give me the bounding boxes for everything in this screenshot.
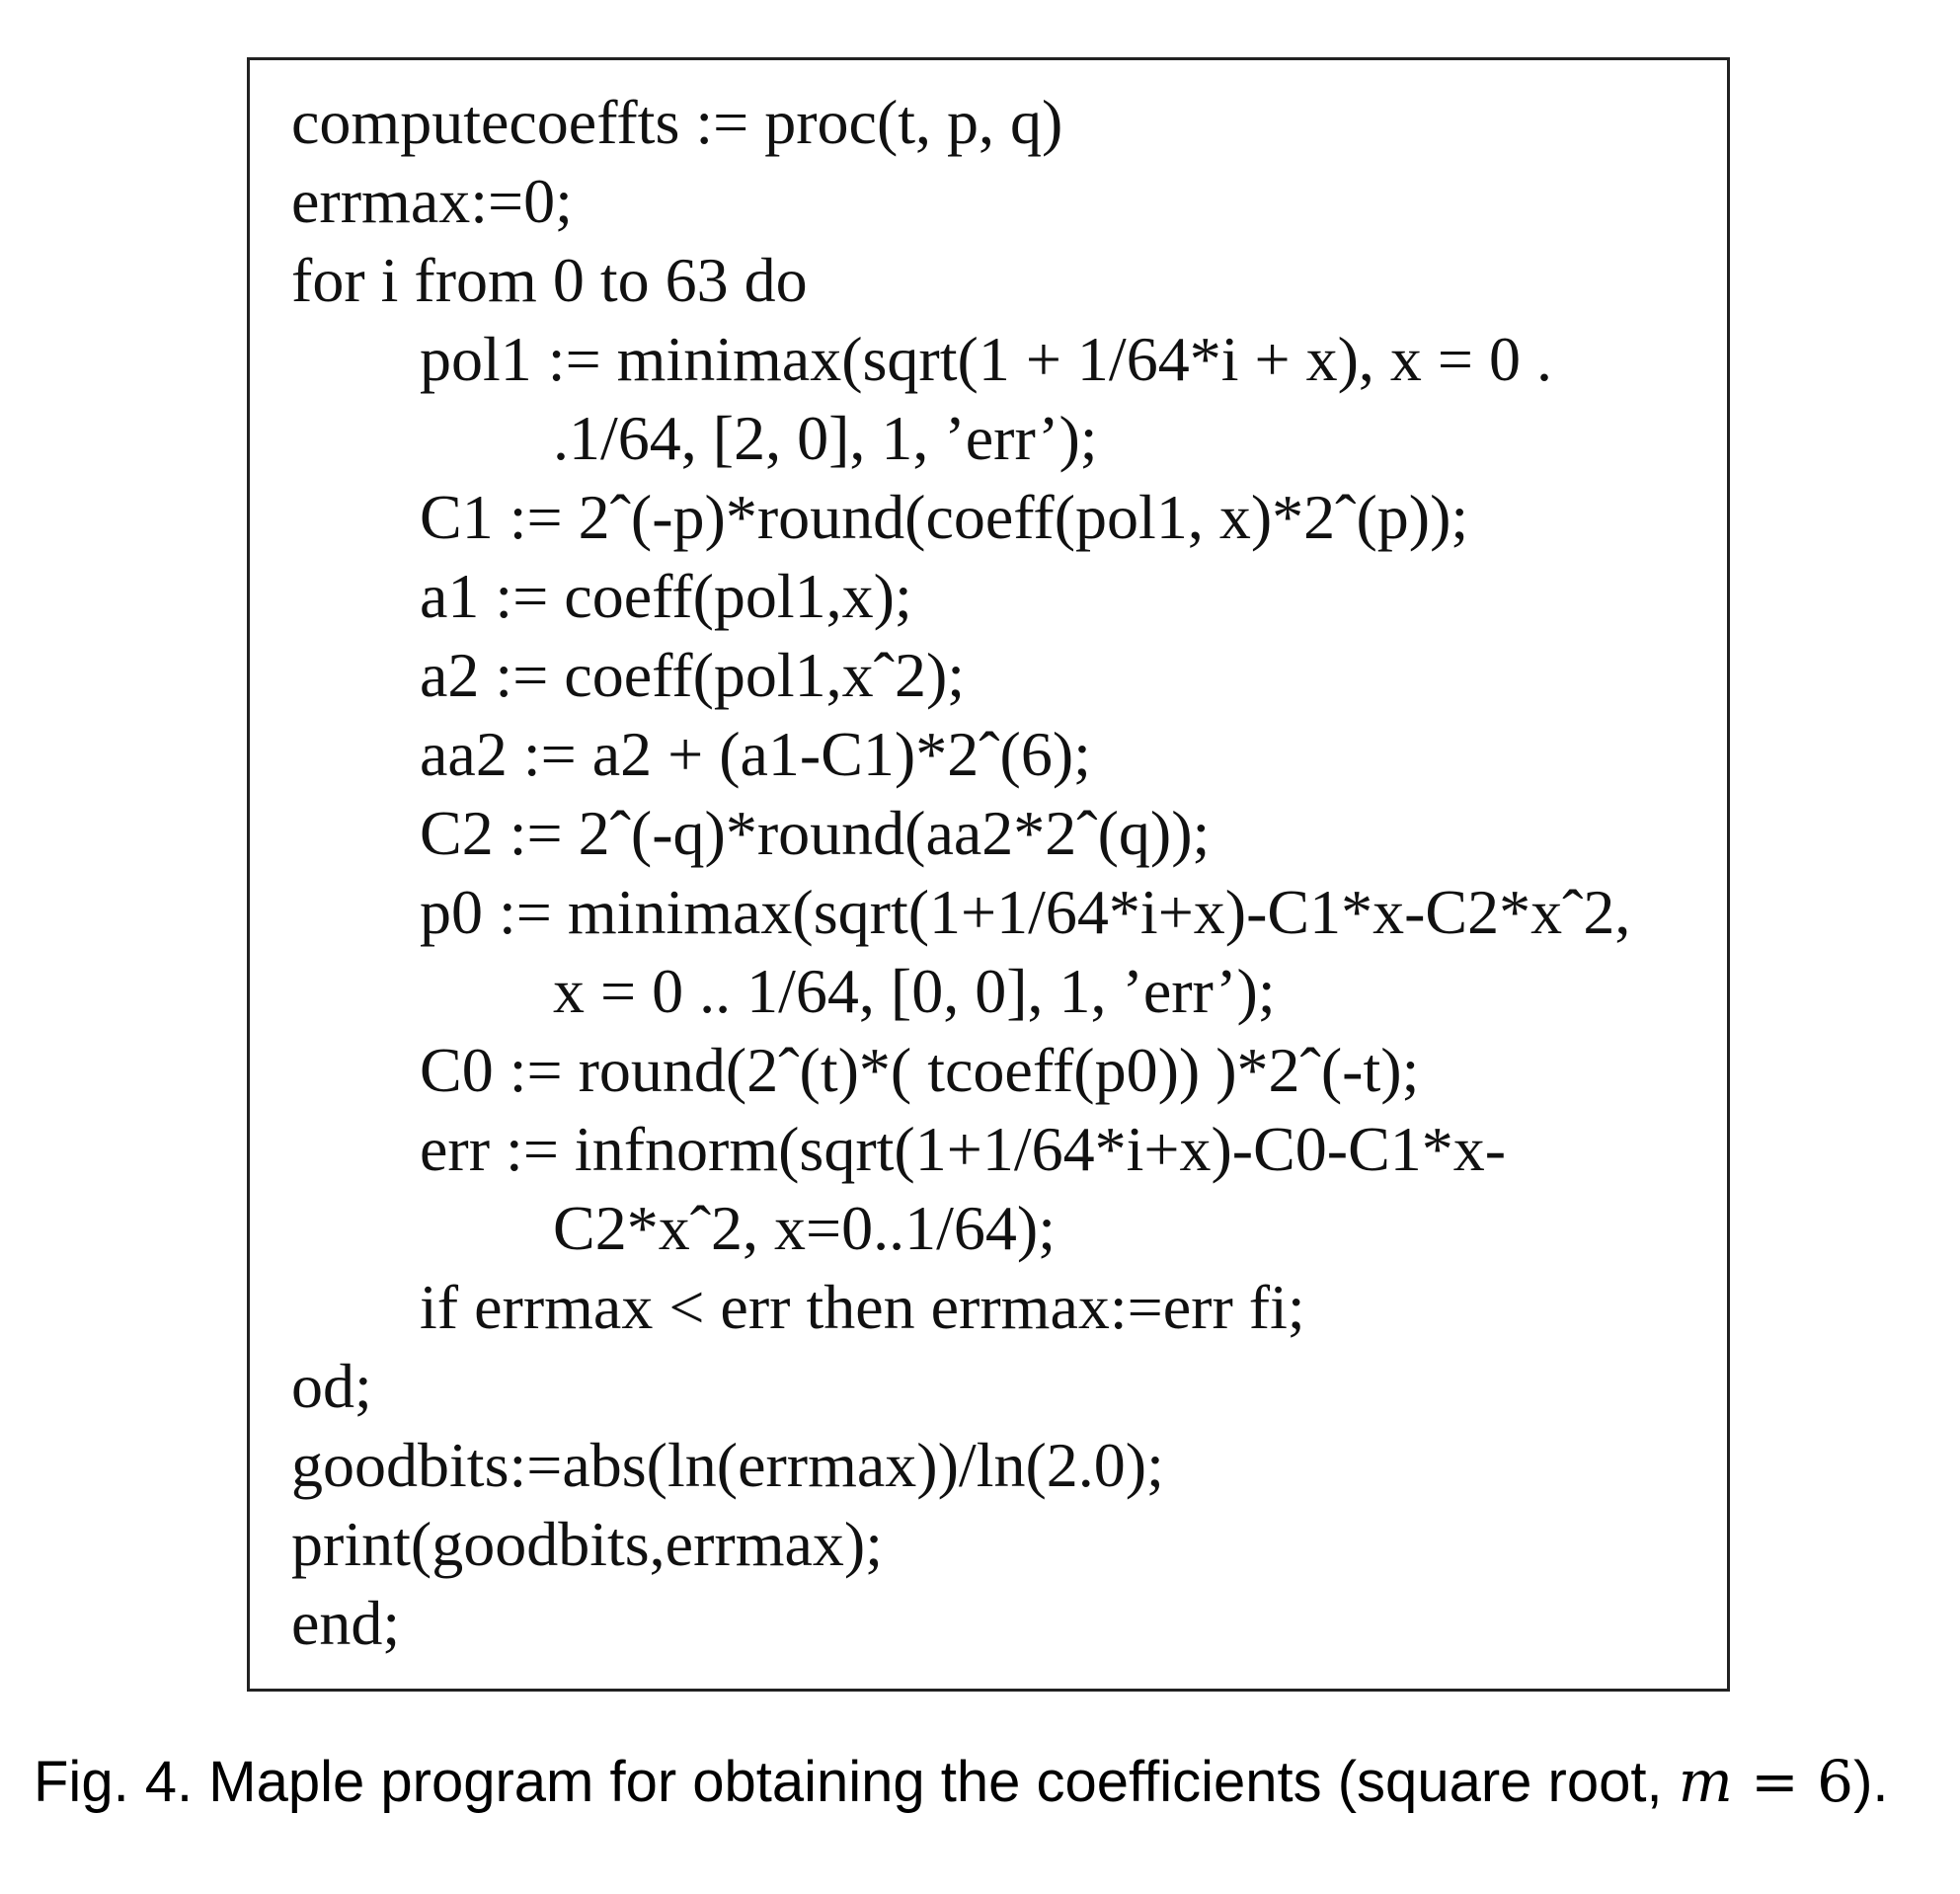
code-line: C0 := round(2ˆ(t)*( tcoeff(p0)) )*2ˆ(-t);	[420, 1035, 1420, 1105]
code-line: computecoeffts := proc(t, p, q)	[291, 87, 1063, 157]
figure-caption	[34, 1748, 1889, 1815]
code-line: print(goodbits,errmax);	[291, 1509, 883, 1579]
code-line: a1 := coeff(pol1,x);	[420, 561, 912, 631]
caption-math-variable: m	[1678, 1748, 1733, 1815]
code-line: pol1 := minimax(sqrt(1 + 1/64*i + x), x = 0 .	[420, 324, 1552, 394]
code-line: if errmax < err then errmax:=err fi;	[420, 1272, 1305, 1342]
caption-text: Fig. 4. Maple program for obtaining the coefficients (square root,	[34, 1750, 1679, 1814]
code-line: .1/64, [2, 0], 1, ’err’);	[553, 403, 1098, 473]
code-line: for i from 0 to 63 do	[291, 245, 808, 315]
code-line: C2 := 2ˆ(-q)*round(aa2*2ˆ(q));	[420, 798, 1211, 868]
code-line: od;	[291, 1351, 372, 1421]
code-line: a2 := coeff(pol1,xˆ2);	[420, 640, 966, 710]
code-line: C2*xˆ2, x=0..1/64);	[553, 1193, 1056, 1263]
code-line: x = 0 .. 1/64, [0, 0], 1, ’err’);	[553, 956, 1276, 1026]
code-line: err := infnorm(sqrt(1+1/64*i+x)-C0-C1*x-	[420, 1114, 1507, 1184]
code-line: errmax:=0;	[291, 166, 573, 236]
code-line: goodbits:=abs(ln(errmax))/ln(2.0);	[291, 1430, 1164, 1500]
code-line: aa2 := a2 + (a1-C1)*2ˆ(6);	[420, 719, 1091, 789]
code-line: p0 := minimax(sqrt(1+1/64*i+x)-C1*x-C2*xˆ2,	[420, 877, 1631, 947]
code-line: end;	[291, 1588, 401, 1658]
caption-suffix: ).	[1853, 1750, 1889, 1814]
caption-math-value: = 6	[1732, 1748, 1854, 1815]
code-line: C1 := 2ˆ(-p)*round(coeff(pol1, x)*2ˆ(p));	[420, 482, 1469, 552]
